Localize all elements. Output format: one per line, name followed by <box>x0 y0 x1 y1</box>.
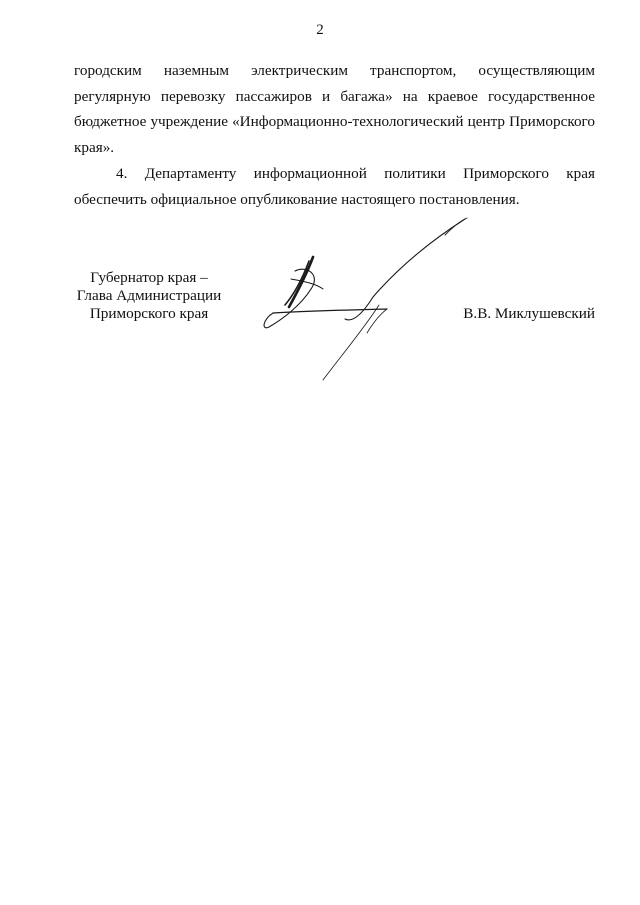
paragraph-line: обеспечить официальное опубликование настоящего постановления. <box>74 190 520 208</box>
document-body <box>74 58 595 212</box>
paragraph-line: регулярную перевозку пассажиров и багажа» на краевое государственное <box>74 87 595 105</box>
paragraph-line: 4. Департаменту информационной политики Приморского края <box>116 165 595 182</box>
page-number: 2 <box>316 22 324 38</box>
signatory-title-line: Приморского края <box>89 305 209 322</box>
paragraph-line: края». <box>74 138 115 156</box>
signatory-title <box>74 269 224 323</box>
paragraph-line: городским наземным электрическим транспортом, осуществляющим <box>74 62 595 79</box>
signatory-title-line: Глава Администрации <box>76 287 222 304</box>
signatory-name: В.В. Миклушевский <box>463 305 595 322</box>
handwritten-signature <box>255 215 485 385</box>
signatory-title-line: Губернатор края – <box>90 269 208 286</box>
paragraph-line: бюджетное учреждение «Информационно-технологический центр Приморского <box>74 113 595 130</box>
